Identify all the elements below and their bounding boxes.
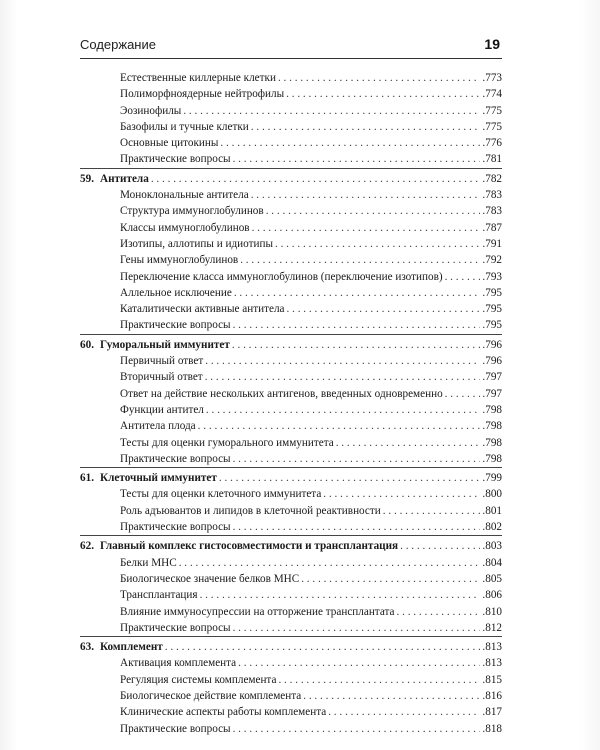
entry-title: Практические вопросы [120,521,231,534]
chapter-number: 63. [80,641,94,654]
dot-leader [179,555,481,571]
entry-title: Базофилы и тучные клетки [120,120,249,133]
page-number: .806 [482,589,502,602]
chapter-title: Гуморальный иммунитет [100,338,230,351]
dot-leader [233,721,481,737]
entry-title: Антитела плода [120,420,196,433]
dot-leader [240,252,480,268]
page-number: .776 [482,137,502,150]
dot-leader [251,119,481,135]
toc-entry[interactable] [80,451,502,467]
dot-leader [238,655,480,671]
dot-leader [233,620,481,636]
toc-entry[interactable] [80,70,502,86]
page-number: .796 [482,355,502,368]
chapter-number: 61. [80,472,94,485]
dot-leader [233,519,481,535]
toc-entry[interactable] [80,353,502,369]
toc-entry[interactable] [80,503,502,519]
dot-leader [233,451,481,467]
toc-entry[interactable] [80,435,502,451]
page-number: .787 [482,221,502,234]
dot-leader [266,203,481,219]
page-number: .812 [482,621,502,634]
entry-title: Биологическое действие комплемента [120,689,302,702]
toc-entry[interactable] [80,571,502,587]
entry-title: Белки МНС [120,556,177,569]
page-number: .792 [482,254,502,267]
dot-leader [397,604,481,620]
page-number: .783 [482,205,502,218]
dot-leader [205,353,480,369]
page-number: .813 [482,657,502,670]
entry-title: Практические вопросы [120,153,231,166]
toc-entry[interactable] [80,236,502,252]
entry-title: Основные цитокины [120,137,219,150]
toc-entry[interactable] [80,587,502,603]
toc-entry[interactable] [80,203,502,219]
entry-title: Практические вопросы [120,722,231,735]
page-number: .800 [482,488,502,501]
chapter-title: Клеточный иммунитет [100,472,217,485]
entry-title: Тесты для оценки клеточного иммунитета [120,488,322,501]
dot-leader [445,269,481,285]
entry-title: Ответ на действие нескольких антигенов, введенных одновременно [120,387,443,400]
dot-leader [445,386,481,402]
page-number: .798 [482,420,502,433]
page-number: .795 [482,286,502,299]
toc-entry[interactable] [80,721,502,737]
page-number: .798 [482,403,502,416]
page-number: .775 [482,104,502,117]
toc-entry[interactable] [80,386,502,402]
page-number: .795 [482,303,502,316]
chapter-block [80,470,502,536]
dot-leader [328,704,480,720]
chapter-block [80,70,502,169]
dot-leader [303,688,480,704]
toc-entry[interactable] [80,519,502,535]
entry-title: Функции антител [120,403,204,416]
toc-entry[interactable] [80,269,502,285]
dot-leader [252,220,481,236]
entry-title: Влияние иммуносупрессии на отторжение трансплантата [120,605,395,618]
toc-entry[interactable] [80,103,502,119]
entry-title: Изотипы, аллотипы и идиотипы [120,237,273,250]
entry-title: Аллельное исключение [120,286,232,299]
header-title: Содержание [80,37,156,52]
chapter-block [80,171,502,335]
dot-leader [233,151,481,167]
dot-leader [336,435,481,451]
chapter-number: 62. [80,540,94,553]
dot-leader [198,418,481,434]
dot-leader [183,103,480,119]
entry-title: Вторичный ответ [120,371,203,384]
toc-entry[interactable] [80,418,502,434]
toc-entry[interactable] [80,187,502,203]
toc-entry[interactable] [80,620,502,636]
entry-title: Естественные киллерные клетки [120,72,276,84]
entry-title: Активация комплемента [120,657,237,670]
entry-title: Практические вопросы [120,319,231,332]
toc-entry[interactable] [80,369,502,385]
dot-leader [234,285,481,301]
chapter-block [80,337,502,468]
chapter-number: 60. [80,338,94,351]
page-number: .803 [482,540,502,553]
page-number: .791 [482,237,502,250]
entry-title: Переключение класса иммуноглобулинов (переключение изотипов) [120,270,443,283]
dot-leader [233,317,481,333]
page-number: .802 [482,521,502,534]
toc-entry[interactable] [80,252,502,268]
chapter-heading[interactable] [80,337,502,353]
dot-leader [220,135,480,151]
chapter-title: Комплемент [100,641,163,654]
chapter-heading[interactable] [80,639,502,655]
chapter-title: Антитела [100,172,149,185]
page-number: .810 [482,605,502,618]
page-number: .793 [482,270,502,283]
chapter-title: Главный комплекс гистосовместимости и трансплантация [100,540,399,553]
page-number: .783 [482,189,502,202]
dot-leader [165,639,481,655]
chapter-heading[interactable] [80,470,502,486]
dot-leader [383,503,481,519]
chapter-number: 59. [80,172,94,185]
dot-leader [287,301,481,317]
dot-leader [219,470,481,486]
dot-leader [323,486,480,502]
toc-entry[interactable] [80,151,502,167]
page-number: .813 [482,641,502,654]
entry-title: Биологическое значение белков МНС [120,572,300,585]
toc-entry[interactable] [80,555,502,571]
dot-leader [200,587,481,603]
entry-title: Моноклональные антитела [120,189,249,202]
toc-entry[interactable] [80,86,502,102]
dot-leader [206,402,481,418]
dot-leader [251,187,481,203]
dot-leader [400,538,480,554]
entry-title: Тесты для оценки гуморального иммунитета [120,436,334,449]
entry-title: Гены иммуноглобулинов [120,254,239,267]
entry-title: Трансплантация [120,589,198,602]
page-number: .781 [482,153,502,166]
entry-title: Практические вопросы [120,452,231,465]
page-number: .801 [482,504,502,517]
header-divider [80,58,502,59]
entry-title: Первичный ответ [120,355,204,368]
page-number: .795 [482,319,502,332]
entry-title: Клинические аспекты работы комплемента [120,706,327,719]
page-header [80,37,500,57]
toc-entry[interactable] [80,317,502,333]
toc-entry[interactable] [80,486,502,502]
entry-title: Регуляция системы комплемента [120,673,277,686]
page-number: .773 [482,72,502,84]
page-number: .782 [482,172,502,185]
dot-leader [286,86,480,102]
dot-leader [151,171,481,187]
entry-title: Эозинофилы [120,104,182,117]
page-number: .816 [482,689,502,702]
entry-title: Классы иммуноглобулинов [120,221,250,234]
page-number: .775 [482,120,502,133]
toc-entry[interactable] [80,135,502,151]
page-number: .798 [482,452,502,465]
toc-entry[interactable] [80,704,502,720]
dot-leader [278,70,480,86]
page-number: .804 [482,556,502,569]
toc-entry[interactable] [80,285,502,301]
dot-leader [301,571,480,587]
toc-entry[interactable] [80,672,502,688]
chapter-heading[interactable] [80,538,502,554]
chapter-block [80,639,502,737]
toc-entry[interactable] [80,402,502,418]
chapter-block [80,538,502,637]
page-number: .817 [482,706,502,719]
header-page-number: 19 [484,36,500,52]
page-number: .815 [482,673,502,686]
dot-leader [205,369,481,385]
entry-title: Каталитически активные антитела [120,303,285,316]
table-of-contents [80,70,502,737]
toc-entry[interactable] [80,604,502,620]
page-number: .798 [482,436,502,449]
dot-leader [275,236,480,252]
dot-leader [278,672,480,688]
page-number: .818 [482,722,502,735]
page-number: .797 [482,387,502,400]
page-number: .805 [482,572,502,585]
page-number: .796 [482,338,502,351]
entry-title: Роль адъювантов и липидов в клеточной реактивности [120,504,381,517]
toc-entry[interactable] [80,655,502,671]
toc-entry[interactable] [80,119,502,135]
toc-entry[interactable] [80,688,502,704]
entry-title: Полиморфноядерные нейтрофилы [120,88,285,101]
page-number: .797 [482,371,502,384]
toc-entry[interactable] [80,301,502,317]
entry-title: Структура иммуноглобулинов [120,205,264,218]
entry-title: Практические вопросы [120,621,231,634]
toc-entry[interactable] [80,220,502,236]
page-number: .799 [482,472,502,485]
page-number: .774 [482,88,502,101]
dot-leader [232,337,481,353]
chapter-heading[interactable] [80,171,502,187]
